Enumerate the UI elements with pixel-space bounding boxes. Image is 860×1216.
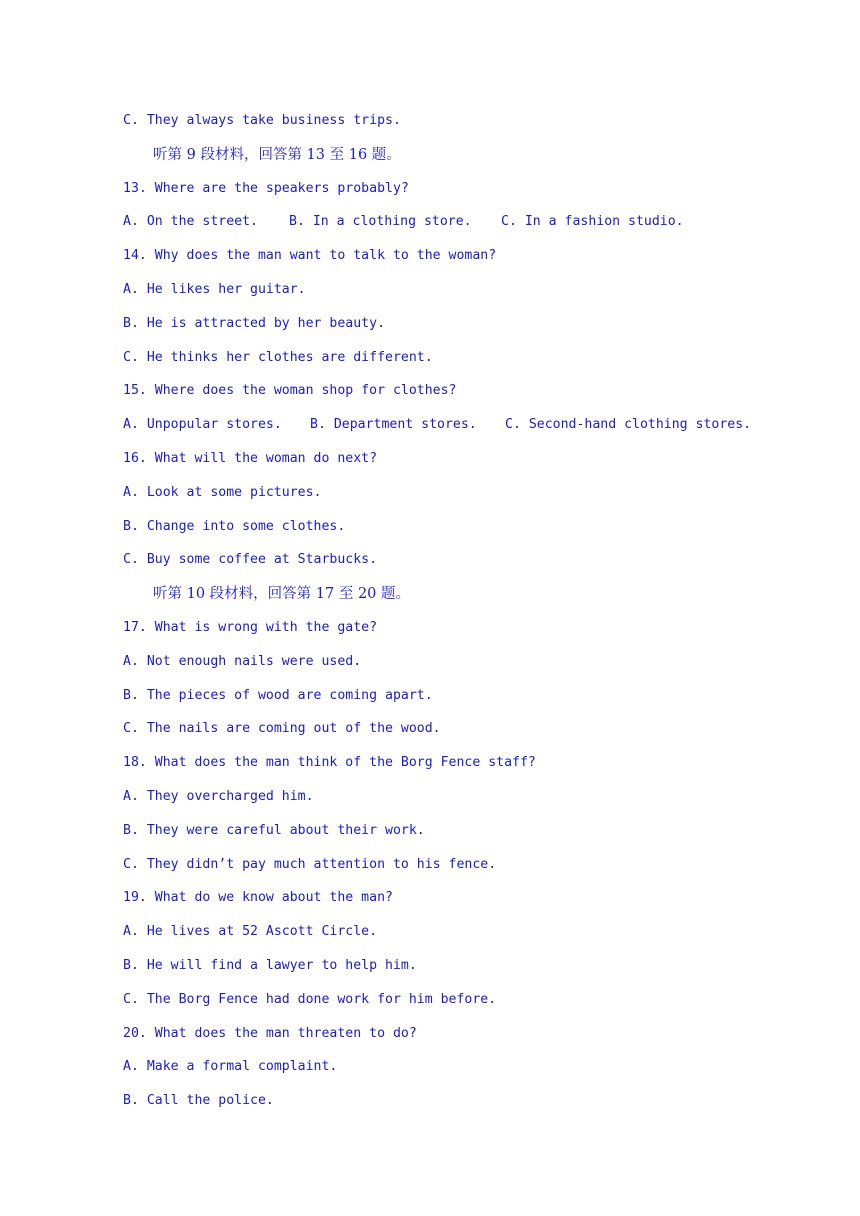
- q17-option-c: C. The nails are coming out of the wood.: [123, 721, 441, 737]
- q20-option-a: A. Make a formal complaint.: [123, 1059, 338, 1075]
- q19-option-a: A. He lives at 52 Ascott Circle.: [123, 924, 378, 940]
- q18-option-a: A. They overcharged him.: [123, 788, 314, 804]
- q13-option-b: B. In a clothing store.: [289, 214, 472, 230]
- q14-option-c: C. He thinks her clothes are different.: [123, 349, 433, 365]
- question-15: 15. Where does the woman shop for clothes?: [123, 383, 457, 399]
- question-18: 18. What does the man think of the Borg Fence staff?: [123, 755, 536, 771]
- question-14: 14. Why does the man want to talk to the woman?: [123, 248, 497, 264]
- q16-option-b: B. Change into some clothes.: [123, 518, 346, 534]
- question-19: 19. What do we know about the man?: [123, 890, 393, 906]
- q15-option-b: B. Department stores.: [310, 417, 477, 433]
- question-15-options: [123, 414, 823, 448]
- question-16: 16. What will the woman do next?: [123, 450, 378, 466]
- question-20: 20. What does the man threaten to do?: [123, 1025, 417, 1041]
- q14-option-b: B. He is attracted by her beauty.: [123, 315, 386, 331]
- q18-option-b: B. They were careful about their work.: [123, 822, 425, 838]
- q14-option-a: A. He likes her guitar.: [123, 281, 306, 297]
- q15-option-a: A. Unpopular stores.: [123, 417, 282, 433]
- question-17: 17. What is wrong with the gate?: [123, 619, 378, 635]
- section-heading-9: 听第 9 段材料，回答第 13 至 16 题。: [153, 146, 401, 163]
- q15-option-c: C. Second-hand clothing stores.: [505, 417, 752, 433]
- question-13-options: [123, 211, 823, 245]
- section-heading-10: 听第 10 段材料，回答第 17 至 20 题。: [153, 586, 411, 603]
- q16-option-a: A. Look at some pictures.: [123, 484, 322, 500]
- option-c-line: C. They always take business trips.: [123, 113, 401, 128]
- exam-listening-section: [123, 110, 823, 1124]
- q19-option-c: C. The Borg Fence had done work for him before.: [123, 991, 497, 1007]
- q17-option-b: B. The pieces of wood are coming apart.: [123, 687, 433, 703]
- q13-option-c: C. In a fashion studio.: [501, 214, 684, 230]
- q20-option-b: B. Call the police.: [123, 1093, 274, 1109]
- q16-option-c: C. Buy some coffee at Starbucks.: [123, 552, 378, 568]
- q13-option-a: A. On the street.: [123, 214, 258, 230]
- question-13: 13. Where are the speakers probably?: [123, 180, 409, 196]
- q19-option-b: B. He will find a lawyer to help him.: [123, 957, 417, 973]
- q17-option-a: A. Not enough nails were used.: [123, 653, 362, 669]
- q18-option-c: C. They didn’t pay much attention to his fence.: [123, 856, 497, 872]
